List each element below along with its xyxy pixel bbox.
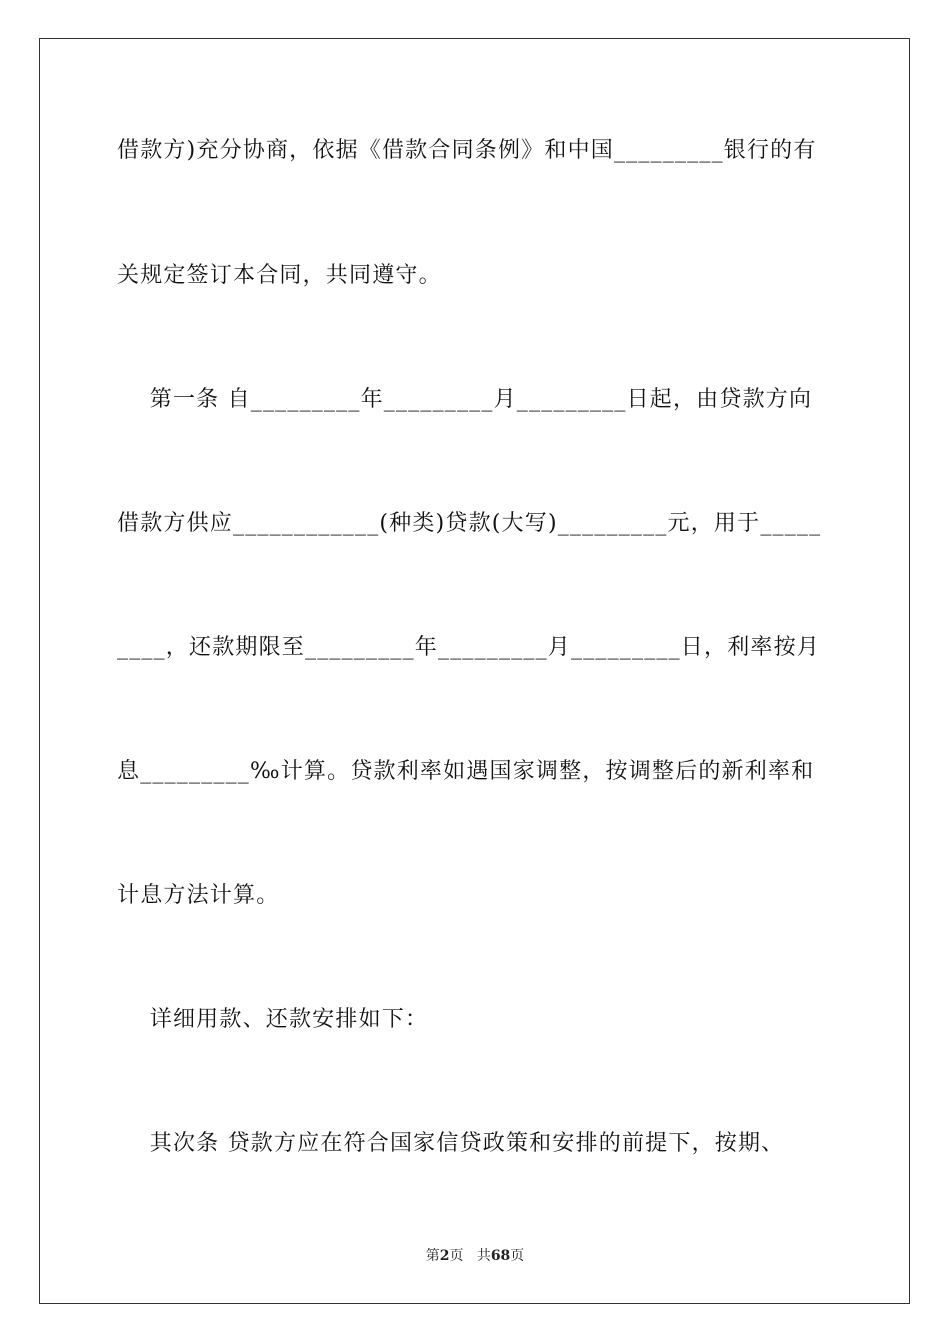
body-line-2: 关规定签订本合同，共同遵守。 xyxy=(117,263,442,288)
body-line-3: 第一条 自_________年_________月_________日起，由贷款方向 xyxy=(117,387,813,412)
body-line-1: 借款方)充分协商，依据《借款合同条例》和中国_________银行的有 xyxy=(117,138,817,163)
body-line-7: 计息方法计算。 xyxy=(117,883,280,908)
footer-total-pages: 68 xyxy=(490,1248,511,1264)
footer-current-page: 2 xyxy=(439,1248,450,1264)
page-footer xyxy=(0,1246,950,1266)
footer-total-prefix: 共 xyxy=(476,1248,491,1264)
footer-page-prefix: 第 xyxy=(425,1248,440,1264)
body-line-6: 息_________‰计算。贷款利率如遇国家调整，按调整后的新利率和 xyxy=(117,759,815,784)
body-line-8: 详细用款、还款安排如下： xyxy=(117,1007,429,1032)
body-line-4: 借款方供应____________(种类)贷款(大写)_________元，用于_____ xyxy=(117,511,822,536)
footer-total-suffix: 页 xyxy=(510,1248,525,1264)
footer-page-suffix: 页 xyxy=(449,1248,464,1264)
body-line-5: ____，还款期限至_________年_________月_________日，利率按月 xyxy=(117,635,821,660)
body-line-9: 其次条 贷款方应在符合国家信贷政策和安排的前提下，按期、 xyxy=(117,1131,785,1156)
page-border xyxy=(39,38,910,1304)
